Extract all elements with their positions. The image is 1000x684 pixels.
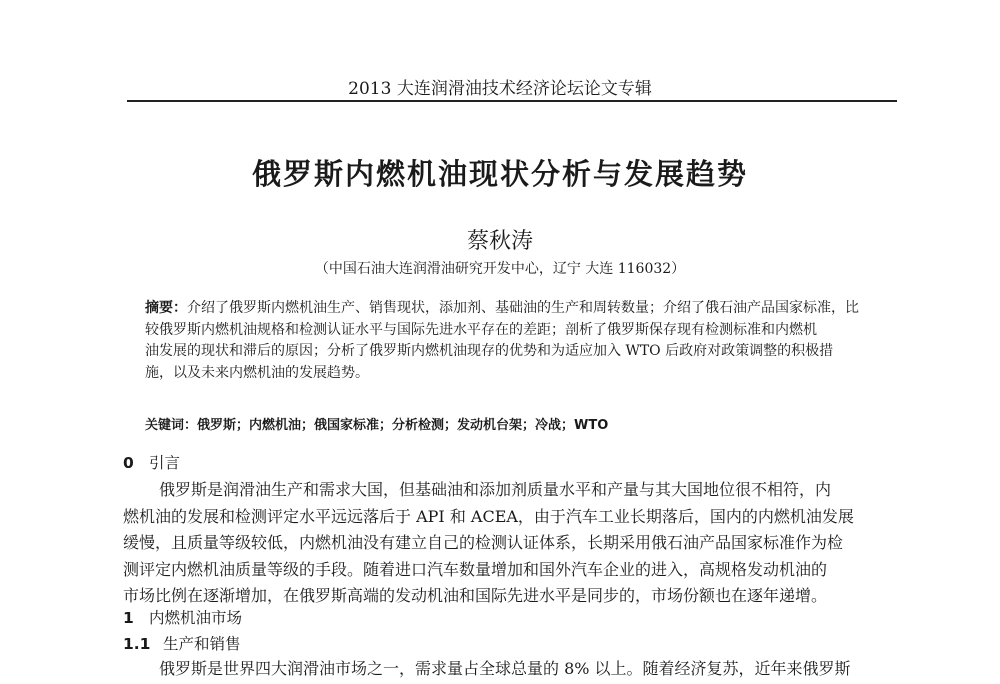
paragraph-line: 缓慢，且质量等级较低，内燃机油没有建立自己的检测认证体系，长期采用俄石油产品国家标准作为检 — [123, 533, 844, 552]
paper-title: 俄罗斯内燃机油现状分析与发展趋势 — [251, 157, 748, 191]
section-title: 生产和销售 — [163, 635, 241, 653]
running-head: 2013 大连润滑油技术经济论坛论文专辑 — [348, 79, 652, 99]
header-rule — [127, 100, 897, 102]
paragraph-line: 燃机油的发展和检测评定水平远远落后于 API 和 ACEA，由于汽车工业长期落后，国内的内燃机油发展 — [123, 506, 854, 526]
keywords-text: 俄罗斯；内燃机油；俄国家标准；分析检测；发动机台架；冷战；WTO — [197, 418, 609, 433]
abstract-line: 油发展的现状和滞后的原因；分析了俄罗斯内燃机油现存的优势和为适应加入 WTO 后政府对政策调整的积极措 — [145, 343, 834, 359]
section-title: 内燃机油市场 — [149, 609, 243, 627]
paragraph-line: 测评定内燃机油质量等级的手段。随着进口汽车数量增加和国外汽车企业的进入，高规格发动机油的 — [123, 559, 828, 579]
section-number: 1.1 — [123, 635, 151, 653]
section-number: 0 — [123, 454, 134, 472]
abstract-label: 摘要： — [145, 300, 187, 316]
keywords — [145, 414, 608, 433]
section-1-1-paragraph — [123, 656, 898, 683]
abstract-line — [145, 298, 885, 320]
author-name: 蔡秋涛 — [466, 229, 533, 254]
section-heading-0 — [123, 451, 180, 473]
abstract — [145, 298, 885, 384]
paragraph-line: 俄罗斯是世界四大润滑油市场之一，需求量占全球总量的 8% 以上。随着经济复苏，近年来俄罗斯 — [159, 659, 851, 678]
author-affiliation: （中国石油大连润滑油研究开发中心，辽宁 大连 116032） — [314, 261, 686, 277]
abstract-line: 施，以及未来内燃机油的发展趋势。 — [145, 364, 369, 381]
section-heading-1 — [123, 606, 242, 628]
paragraph-line: 俄罗斯是润滑油生产和需求大国，但基础油和添加剂质量水平和产量与其大国地位很不相符，内 — [159, 480, 832, 499]
section-title: 引言 — [149, 454, 181, 472]
abstract-text: 介绍了俄罗斯内燃机油生产、销售现状，添加剂、基础油的生产和周转数量；介绍了俄石油产品国家标准，比 — [187, 300, 859, 316]
section-heading-1-1 — [123, 632, 241, 654]
abstract-line: 较俄罗斯内燃机油规格和检测认证水平与国际先进水平存在的差距；剖析了俄罗斯保存现有检测标准和内燃机 — [145, 321, 817, 338]
section-0-paragraph — [123, 477, 898, 610]
keywords-label: 关键词： — [145, 418, 198, 433]
section-number: 1 — [123, 609, 134, 627]
paragraph-line: 市场比例在逐渐增加，在俄罗斯高端的发动机油和国际先进水平是同步的，市场份额也在逐年递增。 — [123, 586, 828, 605]
